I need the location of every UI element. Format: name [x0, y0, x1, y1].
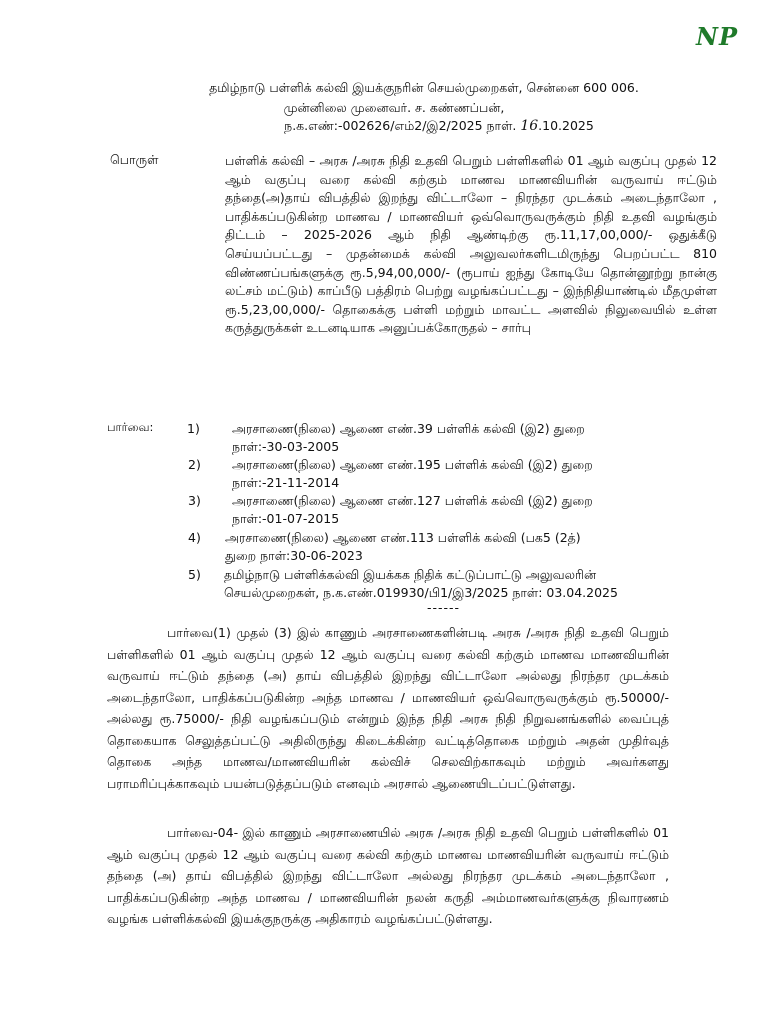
reference-line: அரசாணை(நிலை) ஆணை எண்.127 பள்ளிக் கல்வி (இ2) துறை — [232, 493, 593, 508]
body-paragraph-2: பார்வை-04- இல் காணும் அரசாணையில் அரசு /அரசு நிதி உதவி பெறும் பள்ளிகளில் 01 ஆம் வகுப்பு முதல் 12 ஆம் வகுப்பு வரை கல்வி கற்கும் மாணவ மாணவியரின் வருவாய் ஈட்டும் தந்தை (அ) தாய் விபத்தில் இறந்து விட்டாலோ அல்லது நிரந்தர முடக்கம் அடைந்தாலோ , பாதிக்கப்படுகின்ற அந்த மாணவ / மாணவியரின் நலன் கருதி அம்மாணவர்களுக்கு நிவாரணம் வழங்க பள்ளிக்கல்வி இயக்குநருக்கு அதிகாரம் வழங்கப்பட்டுள்ளது. — [107, 825, 669, 926]
reference-line: அரசாணை(நிலை) ஆணை எண்.39 பள்ளிக் கல்வி (இ2) துறை — [232, 421, 585, 436]
subject-label: பொருள் — [110, 152, 159, 167]
reference-line: தமிழ்நாடு பள்ளிக்கல்வி இயக்கக நிதிக் கட்டுப்பாட்டு அலுவலரின் — [224, 567, 597, 582]
subject-text: பள்ளிக் கல்வி – அரசு /அரசு நிதி உதவி பெறும் பள்ளிகளில் 01 ஆம் வகுப்பு முதல் 12 ஆம் வகுப்பு வரை கல்வி கற்கும் மாணவ மாணவியரின் வருவாய் ஈட்டும் தந்தை(அ)தாய் விபத்தில் இறந்து விட்டாலோ – நிரந்தர முடக்கம் அடைந்தாலோ , பாதிக்கப்படுகின்ற மாணவ / மாணவியர் ஒவ்வொருவருக்கும் நிதி உதவி வழங்கும் திட்டம் – 2025-2026 ஆம் நிதி ஆண்டிற்கு ரூ.11,17,00,000/- ஒதுக்கீடு செய்யப்பட்டது – முதன்மைக் கல்வி அலுவலர்களிடமிருந்து பெறப்பட்ட 810 விண்ணப்பங்களுக்கு ரூ.5,94,00,000/- (ரூபாய் ஐந்து கோடியே தொன்னூற்று நான்கு லட்சம் மட்டும்) காப்பீடு பத்திரம் பெற்று வழங்கப்பட்டது – இந்நிதியாண்டில் மீதமுள்ள ரூ.5,23,00,000/- தொகைக்கு பள்ளி மற்றும் மாவட்ட அளவில் நிலுவையில் உள்ள கருத்துருக்கள் உடனடியாக அனுப்பக்கோருதல் – சார்பு — [225, 153, 717, 336]
header-office-line: தமிழ்நாடு பள்ளிக் கல்வி இயக்குநரின் செயல்முறைகள், சென்னை 600 006. — [209, 80, 639, 95]
reference-text — [232, 492, 702, 528]
reference-number: 5) — [188, 567, 201, 582]
reference-number-suffix: .10.2025 — [538, 118, 594, 133]
section-separator: ------ — [427, 600, 461, 615]
reference-line: நாள்:-01-07-2015 — [232, 511, 340, 526]
reference-line: அரசாணை(நிலை) ஆணை எண்.195 பள்ளிக் கல்வி (இ2) துறை — [232, 457, 593, 472]
body-paragraph-1: பார்வை(1) முதல் (3) இல் காணும் அரசாணைகளின்படி அரசு /அரசு நிதி உதவி பெறும் பள்ளிகளில் 01 ஆம் வகுப்பு முதல் 12 ஆம் வகுப்பு வரை கல்வி கற்கும் மாணவ மாணவியரின் வருவாய் ஈட்டும் தந்தை (அ) தாய் விபத்தில் இறந்து விட்டாலோ அல்லது நிரந்தர முடக்கம் அடைந்தாலோ, பாதிக்கப்படுகின்ற அந்த மாணவ / மாணவியர் ஒவ்வொருவருக்கும் ரூ.50000/- அல்லது ரூ.75000/- நிதி வழங்கப்படும் என்றும் இந்த நிதி அரசு நிதி நிறுவனங்களில் வைப்புத் தொகையாக செலுத்தப்பட்டு அதிலிருந்து கிடைக்கின்ற வட்டித்தொகை மற்றும் அதன் முதிர்வுத் தொகை அந்த மாணவ/மாணவியரின் கல்விச் செலவிற்காகவும் மற்றும் அவர்களது பராமரிப்புக்காகவும் பயன்படுத்தப்படும் எனவும் அரசால் ஆணையிடப்பட்டுள்ளது. — [107, 625, 669, 791]
reference-line: நாள்:-21-11-2014 — [232, 475, 340, 490]
reference-text — [232, 420, 702, 456]
header-officer-line: முன்னிலை முனைவர். ச. கண்ணப்பன், — [283, 100, 505, 115]
references-label: பார்வை: — [107, 420, 154, 434]
reference-line: துறை நாள்:30-06-2023 — [225, 548, 363, 563]
reference-text — [224, 566, 704, 602]
reference-line: நாள்:-30-03-2005 — [232, 439, 340, 454]
reference-text — [232, 456, 702, 492]
reference-number: 1) — [187, 421, 200, 436]
reference-number: 3) — [188, 493, 201, 508]
header-reference-number — [55, 118, 768, 135]
reference-line: செயல்முறைகள், ந.க.எண்.019930/பி1/இ3/2025 நாள்: 03.04.2025 — [224, 585, 618, 600]
reference-line: அரசாணை(நிலை) ஆணை எண்.113 பள்ளிக் கல்வி (பக5 (2த்) — [225, 530, 581, 545]
reference-text — [225, 529, 695, 565]
handwritten-day: 16 — [520, 118, 539, 134]
reference-number-prefix: ந.க.எண்:-002626/எம்2/இ2/2025 நாள். — [284, 118, 521, 133]
reference-number: 4) — [188, 530, 201, 545]
reference-number: 2) — [188, 457, 201, 472]
np-stamp: NP — [696, 22, 738, 51]
